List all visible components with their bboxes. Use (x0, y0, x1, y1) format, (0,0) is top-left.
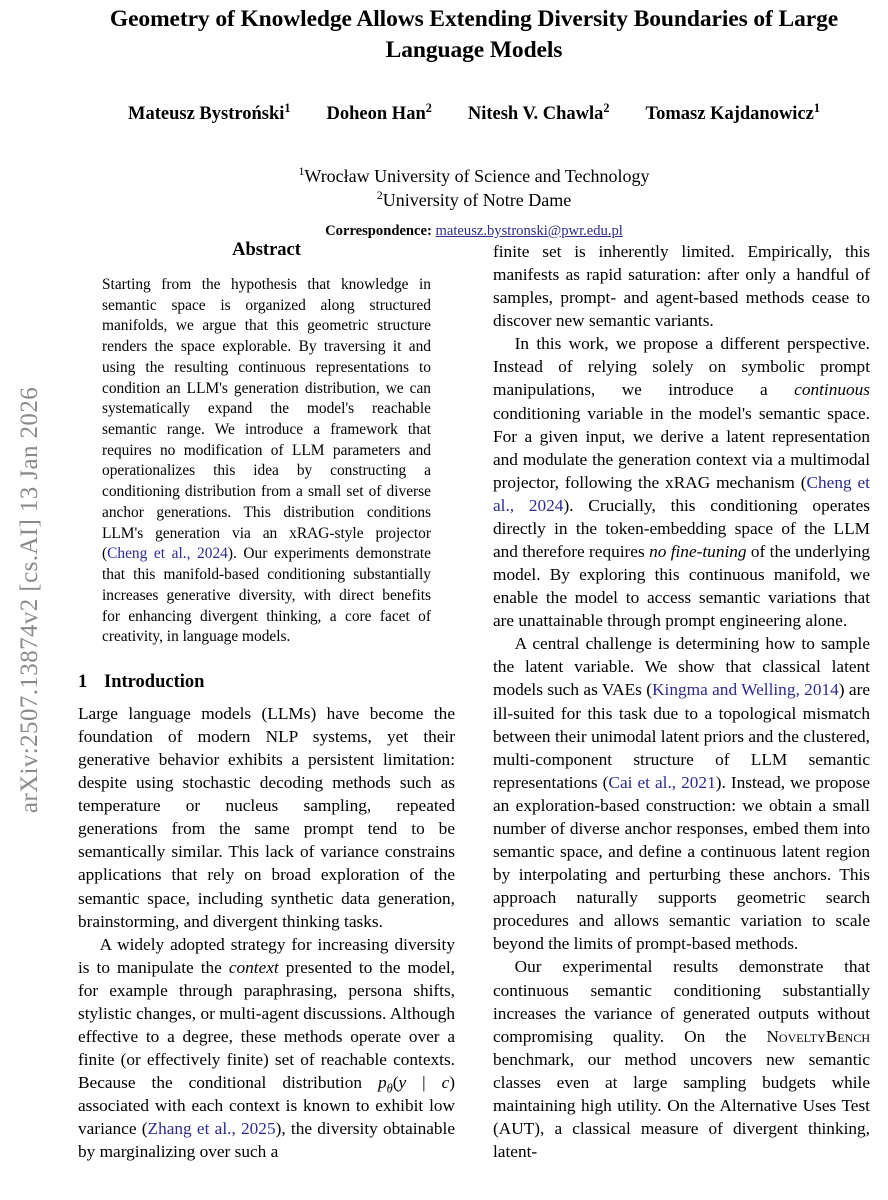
affiliation-name: University of Notre Dame (382, 189, 572, 210)
paragraph-right-2 (493, 332, 870, 632)
author-affiliation-marker: 2 (425, 100, 432, 115)
affiliation-list (70, 165, 878, 213)
par-text: benchmark, our method uncovers new semantic classes even at large sampling budgets while maintaining high utility. On the Alternative Uses Test (AUT), a classical measure of divergent thinking, latent- (493, 1049, 870, 1162)
paragraph-right-1: finite set is inherently limited. Empirically, this manifests as rapid saturation: after only a handful of samples, prompt- and agent-based methods cease to discover new semantic variants. (493, 242, 870, 331)
author-affiliation-marker: 1 (284, 100, 291, 115)
par-text: ), the diversity obtainable by marginalizing over such a (78, 1119, 455, 1162)
two-column-body (60, 240, 888, 1200)
par-text: ). Crucially, this conditioning operates directly in the token-embedding space of the LLM and therefore requires (493, 495, 870, 562)
citation-link-zhang-2025[interactable]: Zhang et al., 2025 (147, 1119, 276, 1139)
author-name: Mateusz Bystroński (128, 104, 285, 125)
author-entry (110, 100, 309, 125)
section-title: Introduction (104, 671, 205, 692)
abstract-body (78, 275, 455, 648)
correspondence-email-link[interactable]: mateusz.bystronski@pwr.edu.pl (435, 222, 623, 239)
citation-link-cai-2021[interactable]: Cai et al., 2021 (608, 772, 716, 792)
par-text: presented to the model, for example through paraphrasing, persona shifts, stylistic changes, or multi-agent discussions. Although effective to a degree, these methods operate over a finite (or effectively finite) set of reachable contexts. Because the conditional distribution (78, 957, 455, 1093)
paragraph-right-4 (493, 955, 870, 1163)
correspondence-line (70, 223, 878, 240)
par-text: conditioning variable in the model's semantic space. For a given input, we derive a latent representation and modulate the generation context via a multimodal projector, following the xRAG mechanism ( (493, 403, 870, 492)
par-text: A central challenge is determining how to sample the latent variable. We show that classical latent models such as VAEs ( (493, 634, 870, 700)
paragraph-intro-2 (78, 933, 455, 1164)
section-number: 1 (78, 671, 88, 692)
par-text: Our experimental results demonstrate that continuous semantic conditioning substantially increases the variance of generated outputs without compromising quality. On the (493, 957, 870, 1046)
citation-link-cheng-2024[interactable]: Cheng et al., 2024 (107, 545, 228, 563)
left-column (78, 240, 455, 1200)
citation-link-kingma-welling-2014[interactable]: Kingma and Welling, 2014 (652, 680, 839, 700)
arxiv-stamp-text: arXiv:2507.13874v2 [cs.AI] 13 Jan 2026 (16, 386, 43, 814)
author-affiliation-marker: 1 (813, 100, 820, 115)
abstract-paragraph (102, 275, 431, 648)
author-entry (309, 100, 450, 125)
author-list (70, 100, 878, 125)
arxiv-stamp (0, 0, 60, 1200)
par-text: associated with each context is known to exhibit low variance ( (78, 1096, 455, 1139)
affiliation-entry (70, 189, 878, 213)
author-name: Doheon Han (326, 104, 426, 125)
abstract-text-1: Starting from the hypothesis that knowledge in semantic space is organized along structured manifolds, we argue that this geometric structure renders the space explorable. By traversing it and using the resulting continuous representations to condition an LLM's generation distribution, we can systematically expand the model's reachable semantic range. We introduce a framework that requires no modification of LLM parameters and operationalizes this idea by constructing a conditioning distribution from a small set of diverse anchor generations. This distribution conditions LLM's generation via an xRAG-style projector ( (102, 276, 431, 563)
abstract-heading: Abstract (232, 240, 301, 260)
paragraph-intro-1: Large language models (LLMs) have become the foundation of modern NLP systems, yet their generative behavior exhibits a persistent limitation: despite using stochastic decoding methods such as temperature or nucleus sampling, repeated generations from the same prompt tend to be semantically similar. This lack of variance constrains applications that rely on broad exploration of the semantic space, including synthetic data generation, brainstorming, and divergent thinking tasks. (78, 703, 455, 931)
author-entry (627, 100, 838, 125)
paper-page (60, 0, 888, 1200)
citation-link-cheng-2024[interactable]: Cheng et al., 2024 (493, 472, 870, 515)
affiliation-entry (70, 165, 878, 189)
author-name: Tomasz Kajdanowicz (645, 104, 814, 125)
par-text: ) are ill-suited for this task due to a topological mismatch between their unimodal latent priors and the clustered, multi-component structure of LLM semantic representations ( (493, 680, 870, 792)
par-text: of the underlying model. By exploring this continuous manifold, we enable the model to access semantic variations that are unattainable through prompt engineering alone. (493, 542, 870, 631)
section-heading-introduction (78, 672, 455, 693)
benchmark-name-noveltybench: NoveltyBench (766, 1026, 870, 1046)
par-text: In this work, we propose a different perspective. Instead of relying solely on symbolic prompt manipulations, we introduce a (493, 334, 870, 400)
affiliation-marker: 1 (298, 164, 305, 179)
author-name: Nitesh V. Chawla (467, 104, 604, 125)
page-title: Geometry of Knowledge Allows Extending Diversity Boundaries of Large Language Models (109, 6, 839, 64)
author-entry (450, 100, 628, 125)
inline-math-conditional: $p_\theta(y$ | c) (377, 1073, 455, 1096)
emphasis-context: context (228, 957, 279, 977)
par-text: ). Instead, we propose an exploration-based construction: we obtain a small number of diverse anchor responses, embed them into semantic space, and define a continuous latent region by interpolating and perturbing these anchors. This approach naturally supports geometric search procedures and allows semantic variation to scale beyond the limits of prompt-based methods. (493, 772, 870, 954)
affiliation-marker: 2 (376, 187, 383, 202)
right-column (493, 240, 870, 1200)
author-affiliation-marker: 2 (603, 100, 610, 115)
emphasis-continuous: continuous (794, 380, 870, 400)
correspondence-label: Correspondence: (325, 222, 432, 239)
par-text: A widely adopted strategy for increasing diversity is to manipulate the (78, 934, 455, 977)
emphasis-no-fine-tuning: no fine-tuning (649, 542, 747, 562)
paragraph-right-3 (493, 632, 870, 955)
abstract-text-2: ). Our experiments demonstrate that this manifold-based conditioning substantially increases generative diversity, with direct benefits for enhancing divergent thinking, a core facet of creativity, in language models. (102, 545, 432, 646)
affiliation-name: Wrocław University of Science and Technology (304, 166, 650, 187)
title-block (60, 0, 888, 240)
